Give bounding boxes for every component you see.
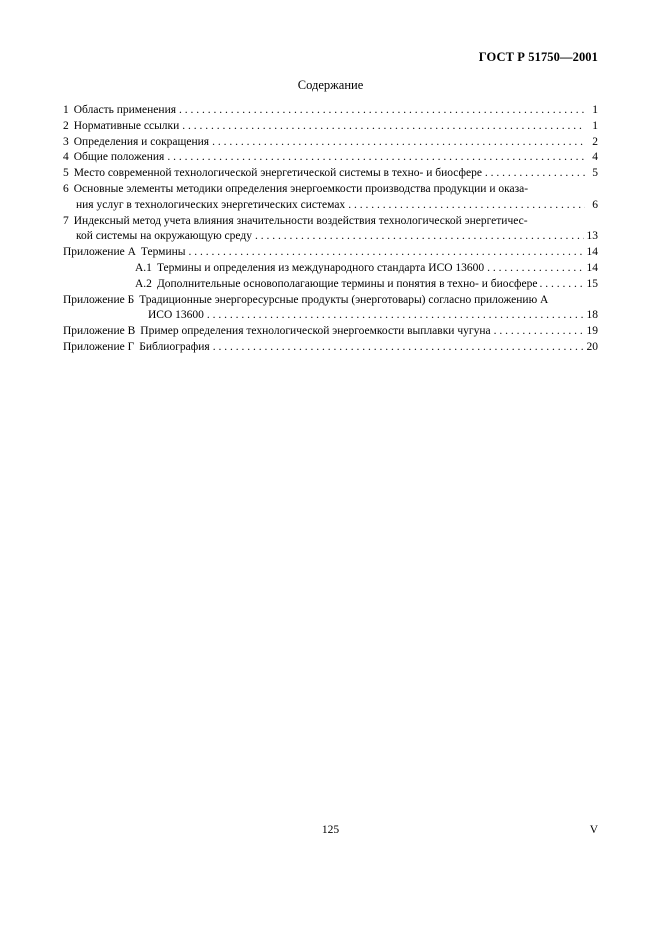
toc-leader-dots <box>167 150 585 166</box>
toc-entry-1[interactable] <box>63 103 598 119</box>
toc-entry-line <box>63 293 598 309</box>
toc-leader-dots <box>213 340 584 356</box>
toc-appendix-g[interactable] <box>63 340 598 356</box>
toc-appendix-b[interactable] <box>63 293 598 325</box>
toc-entry-page: 1 <box>592 119 598 132</box>
toc-entry-page: 6 <box>592 198 598 211</box>
toc-entry-text-line1: Индексный метод учета влияния значительности воздействия технологической энергетичес- <box>73 214 528 227</box>
toc-entry-text: Термины и определения из международного стандарта ИСО 13600 <box>156 261 485 274</box>
table-of-contents <box>63 103 598 356</box>
toc-entry-page: 19 <box>586 325 598 338</box>
appendix-label: Приложение В <box>63 325 136 338</box>
toc-leader-dots <box>179 103 585 119</box>
toc-entry-number: А.2 <box>135 277 152 290</box>
toc-entry-text: Библиография <box>139 340 210 353</box>
toc-entry-text-line1: Основные элементы методики определения энергоемкости производства продукции и оказа- <box>73 182 529 195</box>
roman-page-number: V <box>589 824 598 836</box>
toc-entry-line <box>63 229 598 245</box>
toc-entry-page: 13 <box>586 230 598 243</box>
toc-entry-number: 2 <box>63 119 69 132</box>
toc-entry-number: А.1 <box>135 261 152 274</box>
toc-appendix-a[interactable] <box>63 245 598 261</box>
toc-entry-text-line2: кой системы на окружающую среду <box>76 230 252 243</box>
toc-entry-text: Пример определения технологической энергоемкости выплавки чугуна <box>140 325 491 338</box>
toc-entry-number: 6 <box>63 182 69 195</box>
appendix-label: Приложение Б <box>63 293 135 306</box>
appendix-label: Приложение Г <box>63 340 135 353</box>
page-number: 125 <box>321 824 340 836</box>
toc-title: Содержание <box>297 78 364 92</box>
toc-leader-dots <box>494 324 584 340</box>
toc-appendix-a2[interactable] <box>63 277 598 293</box>
toc-leader-dots <box>485 166 585 182</box>
toc-leader-dots <box>212 135 585 151</box>
toc-leader-dots <box>539 277 584 293</box>
toc-entry-line <box>63 198 598 214</box>
appendix-label: Приложение А <box>63 246 136 259</box>
toc-entry-text: Общие положения <box>73 151 165 164</box>
toc-entry-text-line2: ИСО 13600 <box>148 309 204 322</box>
toc-entry-page: 2 <box>592 135 598 148</box>
toc-entry-7[interactable] <box>63 214 598 246</box>
toc-entry-3[interactable] <box>63 135 598 151</box>
toc-leader-dots <box>487 261 583 277</box>
toc-entry-line <box>63 182 598 198</box>
toc-entry-5[interactable] <box>63 166 598 182</box>
toc-entry-page: 15 <box>586 277 598 290</box>
toc-entry-text-line1: Традиционные энергоресурсные продукты (энерготовары) согласно приложению А <box>139 293 549 306</box>
toc-leader-dots <box>189 245 584 261</box>
toc-entry-line <box>63 214 598 230</box>
toc-appendix-a1[interactable] <box>63 261 598 277</box>
toc-entry-page: 18 <box>586 309 598 322</box>
toc-entry-text: Область применения <box>73 104 177 116</box>
toc-leader-dots <box>207 308 584 324</box>
toc-leader-dots <box>348 198 585 214</box>
toc-appendix-v[interactable] <box>63 324 598 340</box>
toc-entry-text: Дополнительные основополагающие термины и понятия в техно- и биосфере <box>156 277 538 290</box>
toc-entry-page: 5 <box>592 167 598 180</box>
toc-entry-page: 1 <box>592 104 598 116</box>
toc-entry-text: Нормативные ссылки <box>73 119 180 132</box>
toc-entry-text: Определения и сокращения <box>73 135 210 148</box>
toc-leader-dots <box>182 119 585 135</box>
toc-entry-2[interactable] <box>63 119 598 135</box>
toc-entry-4[interactable] <box>63 150 598 166</box>
toc-entry-text-line2: ния услуг в технологических энергетических системах <box>76 198 346 211</box>
toc-entry-page: 14 <box>586 261 598 274</box>
toc-entry-page: 20 <box>586 340 598 353</box>
toc-entry-page: 14 <box>586 246 598 259</box>
toc-entry-number: 5 <box>63 167 69 180</box>
document-id: ГОСТ Р 51750—2001 <box>478 50 598 64</box>
toc-entry-number: 4 <box>63 151 69 164</box>
toc-entry-page: 4 <box>592 151 598 164</box>
toc-entry-line <box>63 308 598 324</box>
toc-entry-number: 3 <box>63 135 69 148</box>
toc-entry-number: 7 <box>63 214 69 227</box>
toc-entry-6[interactable] <box>63 182 598 214</box>
toc-entry-number: 1 <box>63 104 69 116</box>
toc-leader-dots <box>255 229 584 245</box>
toc-entry-text: Термины <box>140 246 186 259</box>
toc-entry-text: Место современной технологической энергетической системы в техно- и биосфере <box>73 167 482 180</box>
